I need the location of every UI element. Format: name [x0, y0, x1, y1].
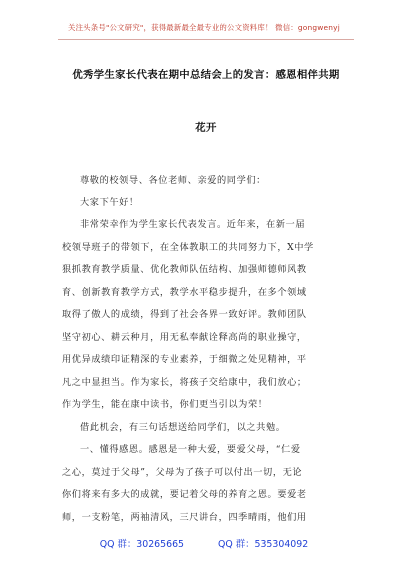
document-title-line-1: 优秀学生家长代表在期中总结会上的发言：感恩相伴共期 — [72, 69, 340, 81]
footer-qq-group-1: QQ 群：30265665 — [99, 539, 185, 550]
body-paragraph-line: 非常荣幸作为学生家长代表发言。近年来，在新一届 — [80, 219, 306, 230]
body-paragraph-line: 育、创新教育教学方式，教学水平稳步提升，在多个领域 — [62, 287, 307, 298]
salutation-line: 尊敬的校领导、各位老师、亲爱的同学们： — [80, 175, 266, 186]
section-heading-line: 一、懂得感恩。感恩是一种大爱，要爱父母，“仁爱 — [80, 444, 301, 455]
footer-contact — [0, 536, 408, 550]
body-paragraph-line: 师，一支粉笔，两袖清风，三尺讲台，四季晴雨，他们用 — [62, 512, 307, 523]
footer-qq-group-2: QQ 群：535304092 — [218, 539, 309, 550]
body-paragraph-line: 校领导班子的带领下，在全体教职工的共同努力下，X中学 — [62, 242, 314, 253]
body-paragraph-line: 坚守初心、耕云种月，用无私奉献诠释高尚的职业操守， — [62, 332, 307, 343]
body-paragraph-line: 作为学生，能在康中读书，你们更当引以为荣！ — [62, 399, 268, 410]
body-paragraph-line: 取得了傲人的成绩，得到了社会各界一致好评。教师团队 — [62, 309, 307, 320]
body-paragraph-line: 用优异成绩印证精深的专业素养，于细微之处见精神，平 — [62, 354, 307, 365]
body-paragraph-line: 之心，莫过于父母”，父母为了孩子可以付出一切，无论 — [62, 467, 303, 478]
header-banner: 关注头条号"公文研究"，获得最新最全最专业的公文资料库！ 微信：gongwenyj — [68, 23, 340, 32]
document-title-line-2: 花开 — [195, 122, 217, 134]
body-paragraph-line: 借此机会，有三句话想送给同学们，以之共勉。 — [80, 422, 286, 433]
body-paragraph-line: 凡之中显担当。作为家长，将孩子交给康中，我们放心； — [62, 377, 307, 388]
body-paragraph-line: 狠抓教育教学质量、优化教师队伍结构、加强师德师风教 — [62, 264, 307, 275]
body-paragraph-line: 你们将来有多大的成就，要记着父母的养育之恩。要爱老 — [62, 489, 307, 500]
header-divider — [58, 39, 354, 40]
greeting-line: 大家下午好！ — [80, 197, 139, 208]
